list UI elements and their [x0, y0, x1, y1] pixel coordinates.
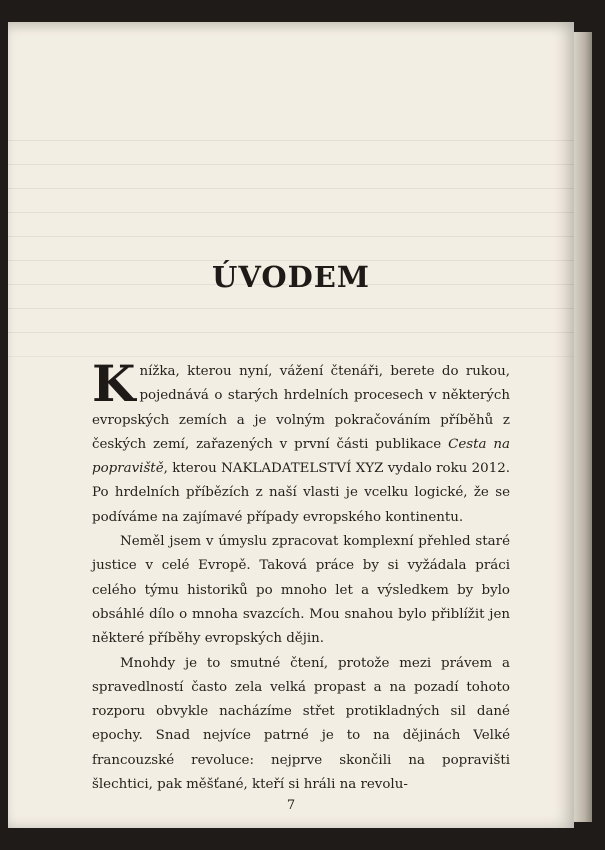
paragraph-1-text-a: nížka, kterou nyní, vážení čtenáři, berete do rukou, pojednává o starých hrdelních procesech v některých evropských zemích a je volným pokračováním příběhů z českých zemí, zařazených v první části publikace	[92, 364, 510, 452]
paragraph-3: Mnohdy je to smutné čtení, protože mezi právem a spravedlností často zela velká propast a na pozadí tohoto rozporu obvykle nacházíme střet protikladných sil dané epochy. Snad nejvíce patrné je to na dějinách Velké francouzské revoluce: nejprve skončili na popravišti šlechtici, pak měšťané, kteří si hráli na revolu-	[92, 655, 510, 793]
book-page	[8, 22, 574, 828]
paragraph-1	[92, 354, 510, 530]
paragraph-1-text-b: , kterou NAKLADATELSTVÍ XYZ vydalo roku 2012. Po hrdelních příbězích z naší vlasti je vcelku logické, že se podíváme na zajímavé případy evropského kontinentu.	[92, 461, 510, 525]
paragraph-2: Neměl jsem v úmyslu zpracovat komplexní přehled staré justice v celé Evropě. Taková práce by si vyžádala práci celého týmu historiků po mnoho let a výsledkem by bylo obsáhlé dílo o mnoha svazcích. Mou snahou bylo přiblížit jen některé příběhy evropských dějin.	[92, 534, 510, 647]
page-edge	[574, 32, 592, 822]
drop-cap: K	[92, 354, 136, 413]
book-title-italic: Cesta na popraviště	[92, 436, 510, 477]
page-number: 7	[286, 798, 296, 813]
chapter-body	[92, 354, 510, 797]
chapter-title: ÚVODEM	[212, 260, 370, 294]
